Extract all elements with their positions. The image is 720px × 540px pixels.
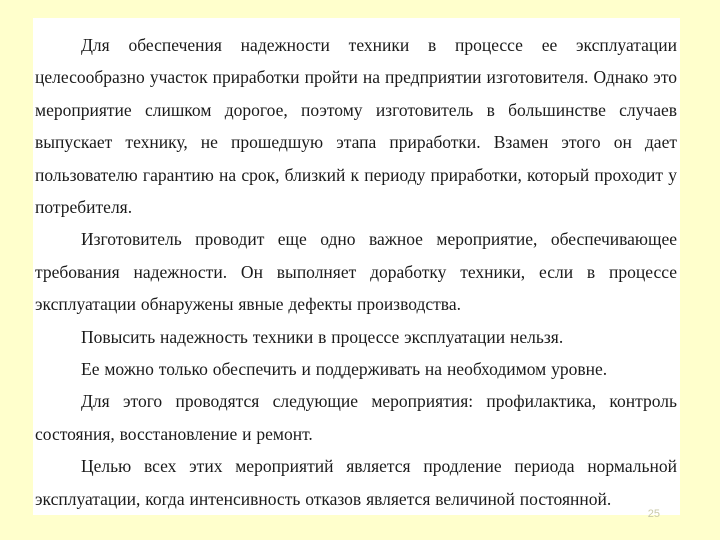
paragraph-warranty: Для обеспечения надежности техники в процессе ее эксплуатации целесообразно участок приработки пройти на предприятии изготовителя. Однако это мероприятие слишком дорогое, поэтому изготовитель в большинстве случаев выпускает технику, не прошедшую этапа приработки. Взамен этого он дает пользователю гарантию на срок, близкий к периоду приработки, который проходит у потребителя.	[35, 35, 677, 218]
paragraph-manufacturer-refinement: Изготовитель проводит еще одно важное мероприятие, обеспечивающее требования надежности. Он выполняет доработку техники, если в процессе эксплуатации обнаружены явные дефекты производства.	[35, 229, 677, 315]
paragraph-measures: Для этого проводятся следующие мероприятия: профилактика, контроль состояния, восстановление и ремонт.	[35, 391, 677, 444]
paragraph-goal: Целью всех этих мероприятий является продление периода нормальной эксплуатации, когда интенсивность отказов является величиной постоянной.	[35, 456, 677, 509]
document-page	[33, 18, 680, 515]
paragraph-maintain-level: Ее можно только обеспечить и поддерживать на необходимом уровне.	[81, 359, 608, 380]
paragraph-cannot-increase: Повысить надежность техники в процессе эксплуатации нельзя.	[81, 326, 564, 347]
slide-number: 25	[647, 508, 660, 520]
